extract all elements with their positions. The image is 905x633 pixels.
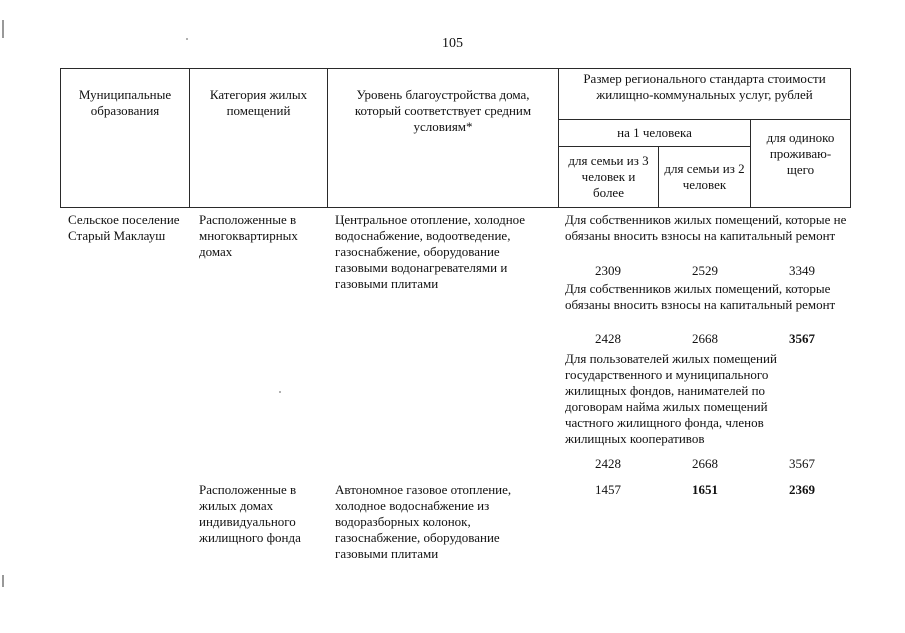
row1-group3-value-single: 3567	[789, 456, 815, 471]
header-category: Категория жилых помещений	[209, 87, 308, 118]
row1-group2-value-family3: 2428	[595, 331, 621, 346]
scan-speck	[2, 575, 4, 587]
row1-group1-label: Для собственников жилых помещений, которые не обязаны вносить взносы на капитальный ремонт	[565, 212, 847, 243]
header-level: Уровень благоустройства дома, который соответствует средним условиям*	[354, 87, 532, 134]
row2-category: Расположенные в жилых домах индивидуального жилищного фонда	[199, 482, 301, 545]
header-cell-family3	[558, 146, 659, 208]
page-number: 105	[442, 36, 463, 51]
row1-group1-value-family2: 2529	[692, 263, 718, 278]
row1-group2-value-single: 3567	[789, 331, 815, 346]
row1-group2-label: Для собственников жилых помещений, которые обязаны вносить взносы на капитальный ремонт	[565, 281, 836, 312]
header-single: для одиноко проживаю-щего	[766, 130, 835, 177]
header-cell-family2	[658, 146, 751, 208]
header-municipality: Муниципальные образования	[78, 87, 172, 118]
header-family3: для семьи из 3 человек и более	[568, 153, 649, 200]
row1-group2-value-family2: 2668	[692, 331, 718, 346]
header-cell-standard	[558, 68, 851, 120]
row2-level: Автономное газовое отопление, холодное водоснабжение из водоразборных колонок, газоснабжение, оборудование газовыми плитами	[335, 482, 512, 561]
header-cell-per-person	[558, 119, 751, 147]
row1-group1-value-single: 3349	[789, 263, 815, 278]
row1-group3-label: Для пользователей жилых помещений государственного и муниципального жилищных фондов, нанимателей по договорам найма жилых помещений частного жилищного фонда, членов жилищных кооперативов	[565, 351, 777, 446]
header-cell-single	[750, 119, 851, 208]
row1-level: Центральное отопление, холодное водоснабжение, водоотведение, газоснабжение, оборудование газовыми водонагревателями и газовыми плитами	[335, 212, 526, 291]
header-per-person: на 1 человека	[617, 125, 692, 140]
row1-category: Расположенные в многоквартирных домах	[199, 212, 298, 259]
row2-value-family3: 1457	[595, 482, 621, 497]
scan-speck	[279, 391, 281, 393]
header-cell-level	[327, 68, 559, 208]
header-cell-category	[189, 68, 328, 208]
row1-group3-value-family3: 2428	[595, 456, 621, 471]
row2-value-family2: 1651	[692, 482, 718, 497]
row1-group1-value-family3: 2309	[595, 263, 621, 278]
scan-speck	[2, 20, 4, 38]
row2-value-single: 2369	[789, 482, 815, 497]
header-standard-title: Размер регионального стандарта стоимости жилищно-коммунальных услуг, рублей	[583, 71, 826, 102]
row1-group3-value-family2: 2668	[692, 456, 718, 471]
header-family2: для семьи из 2 человек	[664, 161, 745, 192]
scan-speck	[186, 38, 188, 40]
row1-municipality: Сельское поселение Старый Маклауш	[68, 212, 180, 243]
header-cell-municipality	[60, 68, 190, 208]
